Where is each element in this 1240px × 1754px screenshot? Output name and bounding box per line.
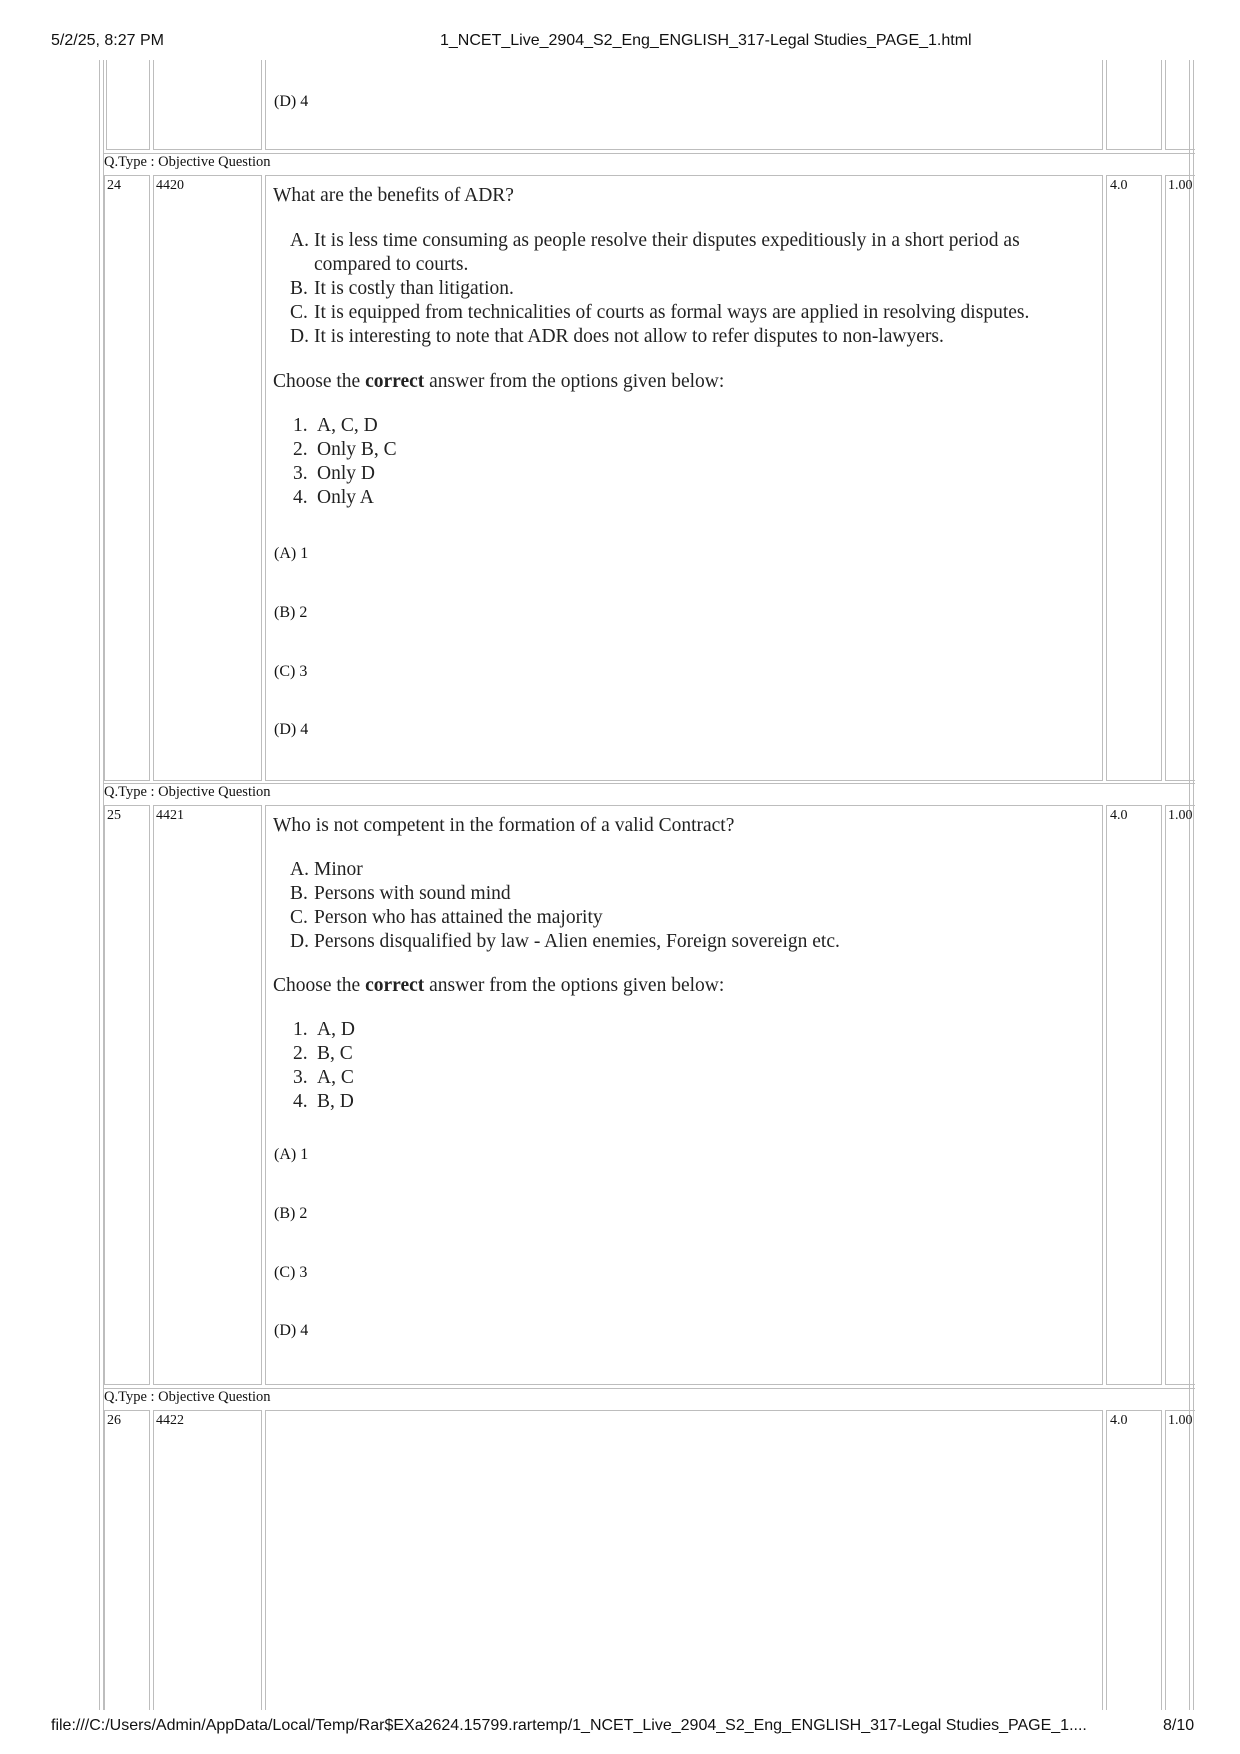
marks-cell <box>1106 1410 1162 1710</box>
question-num-cell <box>104 805 150 1385</box>
negative-marks-cell <box>1165 1410 1195 1710</box>
question-negative-marks: 1.00 <box>1168 808 1193 823</box>
question-num-cell <box>104 175 150 781</box>
statement-item: C. It is equipped from technicalities of courts as formal ways are applied in resolving disputes. <box>290 302 1030 323</box>
option-d: (D) 4 <box>274 721 309 738</box>
question-marks: 4.0 <box>1110 178 1128 193</box>
statement-item: D. It is interesting to note that ADR does not allow to refer disputes to non-lawyers. <box>290 326 944 347</box>
qtype-label: Q.Type : Objective Question <box>104 154 271 170</box>
option-c: (C) 3 <box>274 663 308 680</box>
question-body-cell <box>265 1410 1103 1710</box>
question-negative-marks: 1.00 <box>1168 178 1193 193</box>
question-text: What are the benefits of ADR? <box>273 185 514 206</box>
question-marks: 4.0 <box>1110 808 1128 823</box>
statement-item: C. Person who has attained the majority <box>290 907 603 928</box>
statement-item: B. It is costly than litigation. <box>290 278 514 299</box>
prev-neg-cell <box>1165 60 1195 150</box>
qtype-label: Q.Type : Objective Question <box>104 784 271 800</box>
option-d: (D) 4 <box>274 1322 309 1339</box>
question-id-cell <box>153 175 262 781</box>
marks-cell <box>1106 175 1162 781</box>
question-num-cell <box>104 1410 150 1710</box>
choice-item: 4. Only A <box>293 487 374 508</box>
statement-list <box>290 858 1090 954</box>
question-id-cell <box>153 805 262 1385</box>
prev-num-cell <box>106 60 150 150</box>
option-c: (C) 3 <box>274 1264 308 1281</box>
option-a: (A) 1 <box>274 545 309 562</box>
question-number: 24 <box>107 178 121 193</box>
option-a: (A) 1 <box>274 1146 309 1163</box>
print-file-path: file:///C:/Users/Admin/AppData/Local/Temp/Rar$EXa2624.15799.rartemp/1_NCET_Live_2904_S2_Eng_ENGLISH_317-Legal Studies_PAGE_1.... <box>51 1717 1087 1734</box>
question-negative-marks: 1.00 <box>1168 1413 1193 1428</box>
choice-list <box>293 414 693 510</box>
prev-id-cell <box>153 60 262 150</box>
print-datetime: 5/2/25, 8:27 PM <box>51 32 164 49</box>
question-number: 25 <box>107 808 121 823</box>
negative-marks-cell <box>1165 175 1195 781</box>
marks-cell <box>1106 805 1162 1385</box>
prev-marks-cell <box>1106 60 1162 150</box>
question-number: 26 <box>107 1413 121 1428</box>
choose-instruction: Choose the correct answer from the options given below: <box>273 975 725 996</box>
question-id: 4421 <box>156 808 184 823</box>
choice-item: 3. A, C <box>293 1067 354 1088</box>
question-id-cell <box>153 1410 262 1710</box>
choice-item: 1. A, D <box>293 1019 355 1040</box>
qtype-label: Q.Type : Objective Question <box>104 1389 271 1405</box>
statement-item: D. Persons disqualified by law - Alien enemies, Foreign sovereign etc. <box>290 931 840 952</box>
option-b: (B) 2 <box>274 1205 308 1222</box>
question-marks: 4.0 <box>1110 1413 1128 1428</box>
question-id: 4420 <box>156 178 184 193</box>
choice-item: 2. B, C <box>293 1043 353 1064</box>
negative-marks-cell <box>1165 805 1195 1385</box>
statement-item: A. It is less time consuming as people resolve their disputes expeditiously in a short period as compared to courts. <box>290 230 1020 275</box>
option-b: (B) 2 <box>274 604 308 621</box>
table-border-left <box>99 60 100 1710</box>
prev-option-d: (D) 4 <box>274 93 309 110</box>
choice-item: 3. Only D <box>293 463 375 484</box>
choice-item: 2. Only B, C <box>293 439 397 460</box>
print-title: 1_NCET_Live_2904_S2_Eng_ENGLISH_317-Legal Studies_PAGE_1.html <box>440 32 972 49</box>
question-id: 4422 <box>156 1413 184 1428</box>
statement-list <box>290 229 1090 349</box>
statement-item: B. Persons with sound mind <box>290 883 511 904</box>
prev-question-cell <box>265 60 1103 150</box>
question-text: Who is not competent in the formation of a valid Contract? <box>273 815 735 836</box>
print-page-number: 8/10 <box>1163 1717 1195 1734</box>
choose-instruction: Choose the correct answer from the options given below: <box>273 371 725 392</box>
choice-item: 1. A, C, D <box>293 415 378 436</box>
statement-item: A. Minor <box>290 859 363 880</box>
choice-item: 4. B, D <box>293 1091 354 1112</box>
choice-list <box>293 1018 693 1114</box>
